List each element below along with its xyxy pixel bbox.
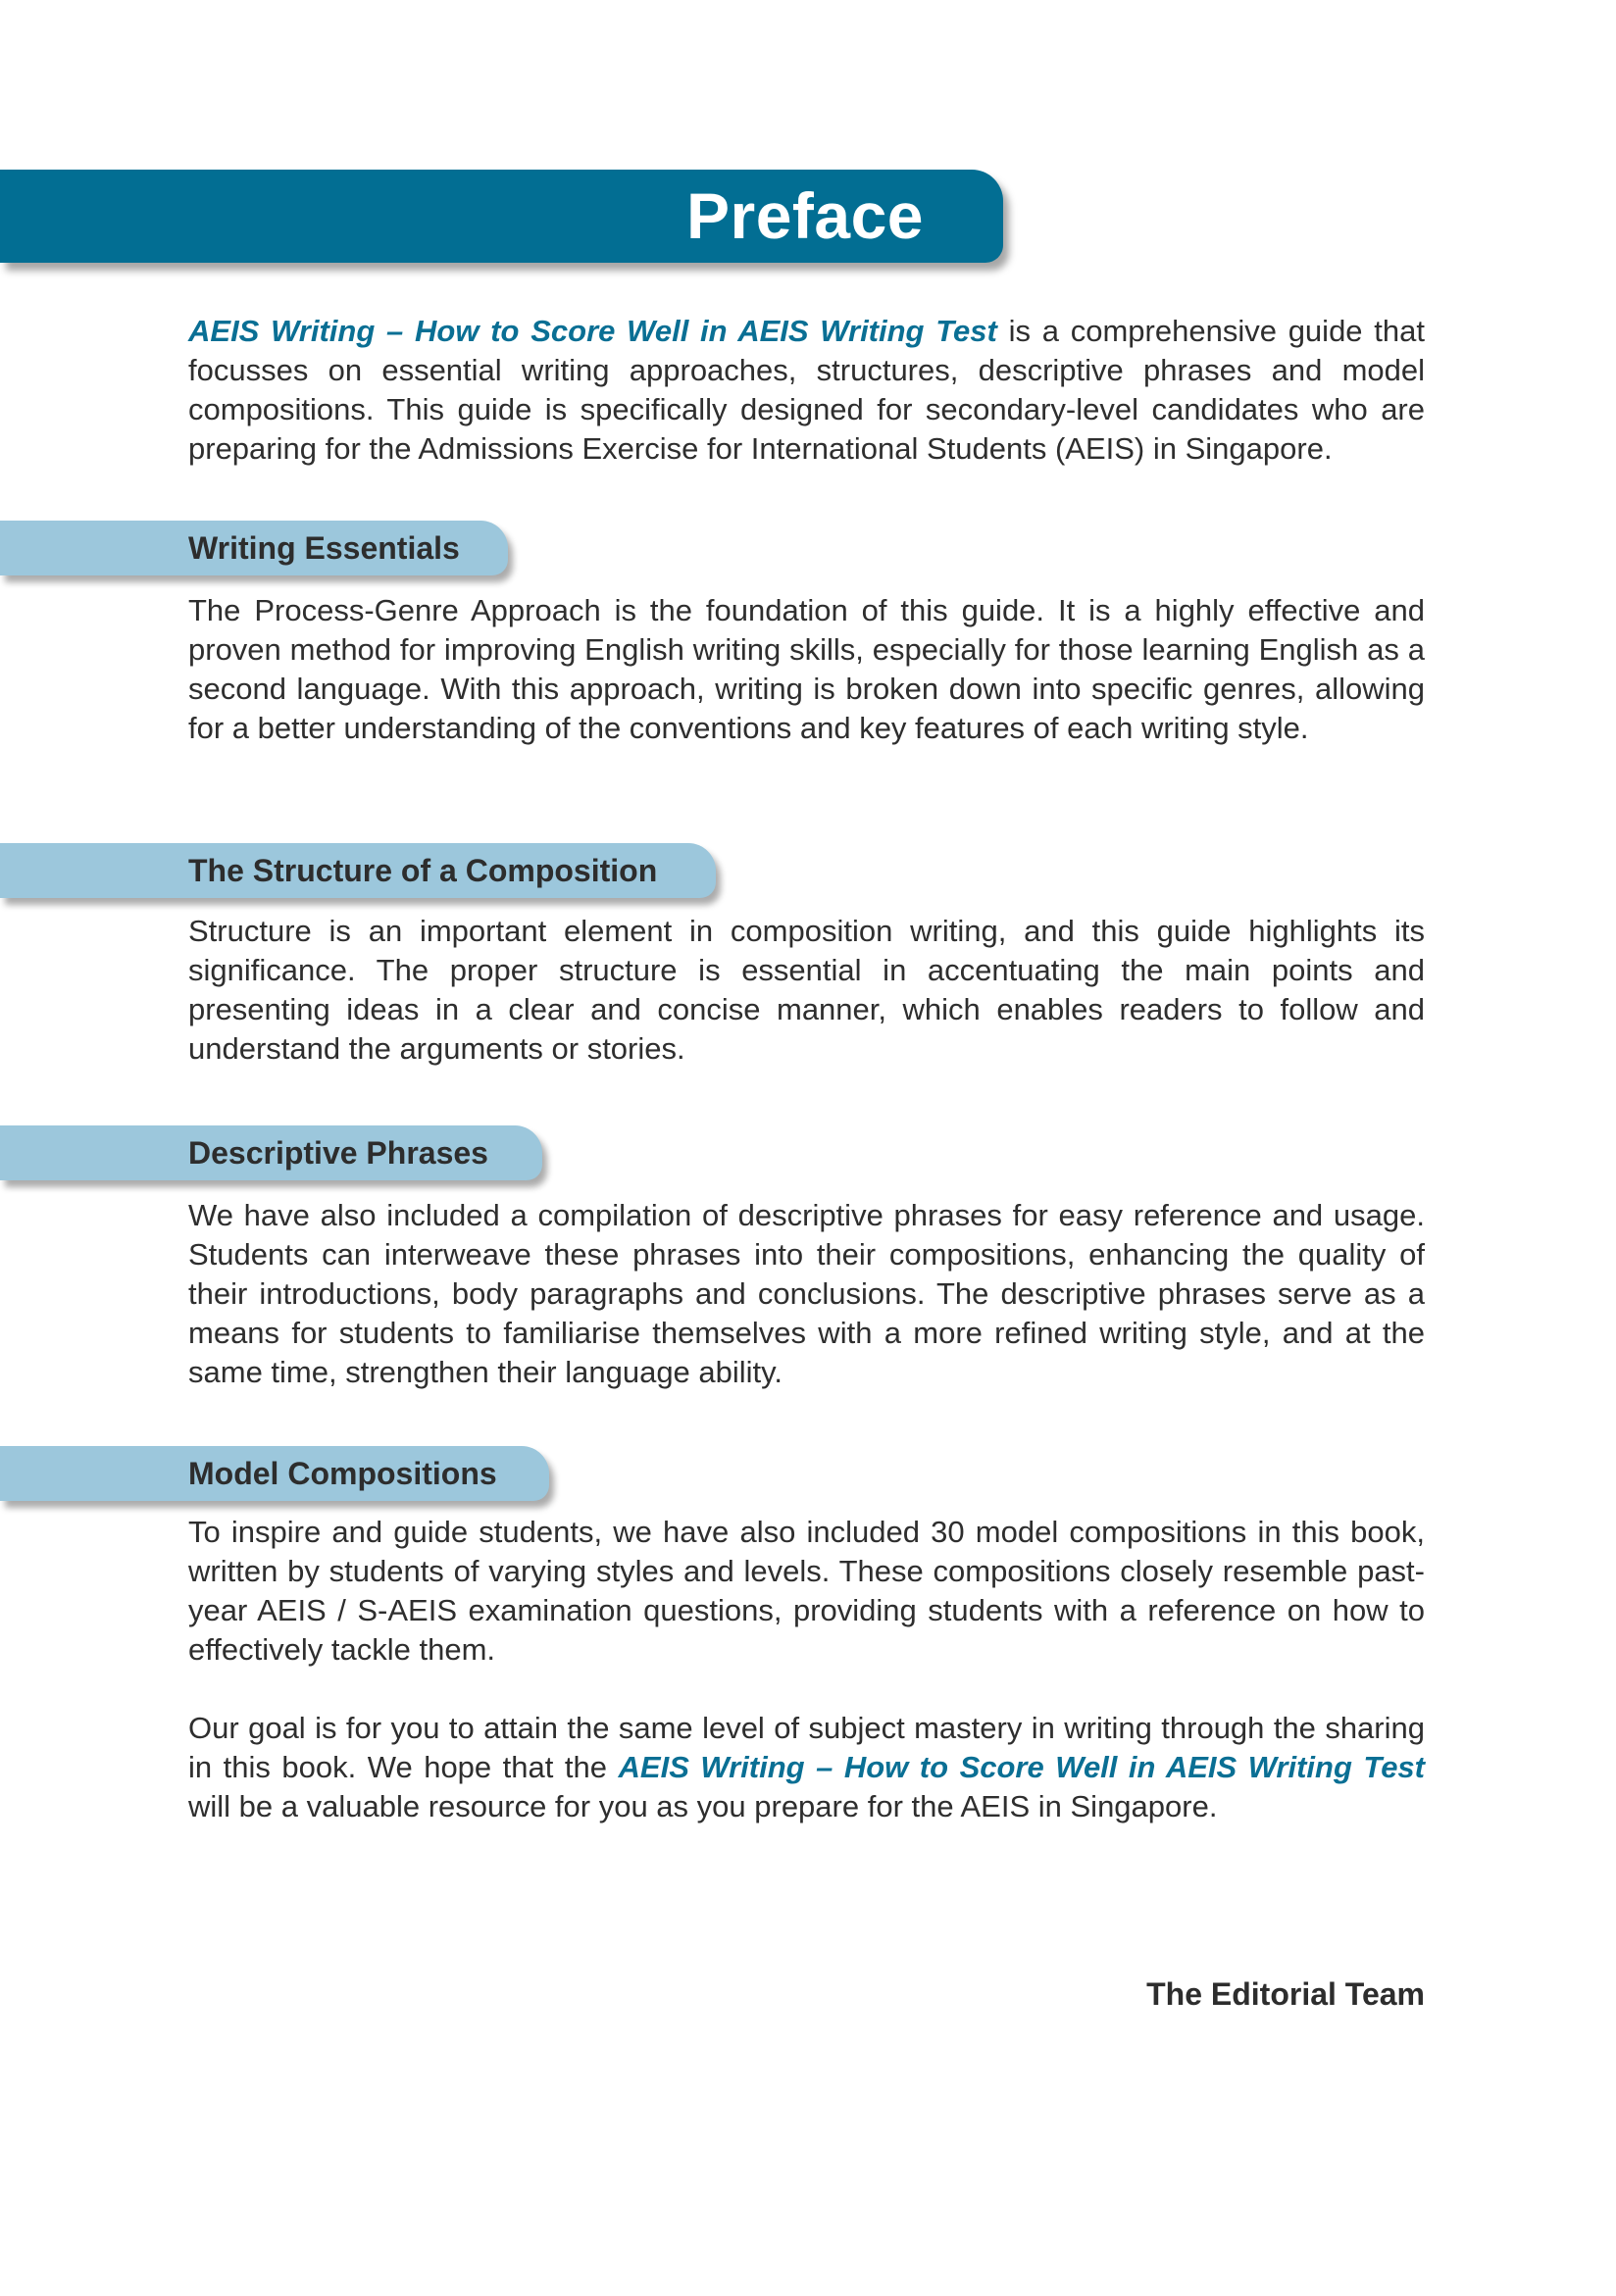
closing-paragraph <box>188 1709 1425 1826</box>
book-title-highlight: AEIS Writing – How to Score Well in AEIS Writing Test <box>188 314 997 348</box>
intro-text: is a comprehensive guide that focusses on essential writing approaches, structures, descriptive phrases and model compositions. This guide is specifically designed for secondary-level candidates who are preparing for the Admissions Exercise for International Students (AEIS) in Singapore. <box>188 314 1426 466</box>
signature: The Editorial Team <box>1146 1976 1425 2012</box>
section-title-structure: The Structure of a Composition <box>188 853 658 888</box>
closing-text-before: Our goal is for you to attain the same level of subject mastery in writing through the sharing in this book. We hope that the <box>188 1711 1425 1784</box>
closing-text-after: will be a valuable resource for you as you prepare for the AEIS in Singapore. <box>188 1789 1218 1823</box>
section-body-structure: Structure is an important element in composition writing, and this guide highlights its significance. The proper structure is essential in accentuating the main points and presenting ideas in a clear and concise manner, which enables readers to follow and understand the arguments or stories. <box>188 914 1425 1066</box>
book-title-highlight: AEIS Writing – How to Score Well in AEIS Writing Test <box>618 1750 1425 1784</box>
intro-paragraph <box>188 312 1425 469</box>
page-title: Preface <box>686 179 925 252</box>
section-title-writing-essentials: Writing Essentials <box>188 530 460 566</box>
section-title-descriptive-phrases: Descriptive Phrases <box>188 1135 488 1171</box>
section-body-model-compositions: To inspire and guide students, we have also included 30 model compositions in this book, written by students of varying styles and levels. These compositions closely resemble past-year AEIS / S-AEIS examination questions, providing students with a reference on how to effectively tackle them. <box>188 1515 1425 1667</box>
section-title-model-compositions: Model Compositions <box>188 1456 497 1491</box>
section-body-descriptive-phrases: We have also included a compilation of descriptive phrases for easy reference and usage. Students can interweave these phrases into their compositions, enhancing the quality of their introductions, body paragraphs and conclusions. The descriptive phrases serve as a means for students to familiarise themselves with a more refined writing style, and at the same time, strengthen their language ability. <box>188 1198 1425 1389</box>
section-body-writing-essentials: The Process-Genre Approach is the foundation of this guide. It is a highly effective and proven method for improving English writing skills, especially for those learning English as a second language. With this approach, writing is broken down into specific genres, allowing for a better understanding of the conventions and key features of each writing style. <box>188 593 1425 745</box>
